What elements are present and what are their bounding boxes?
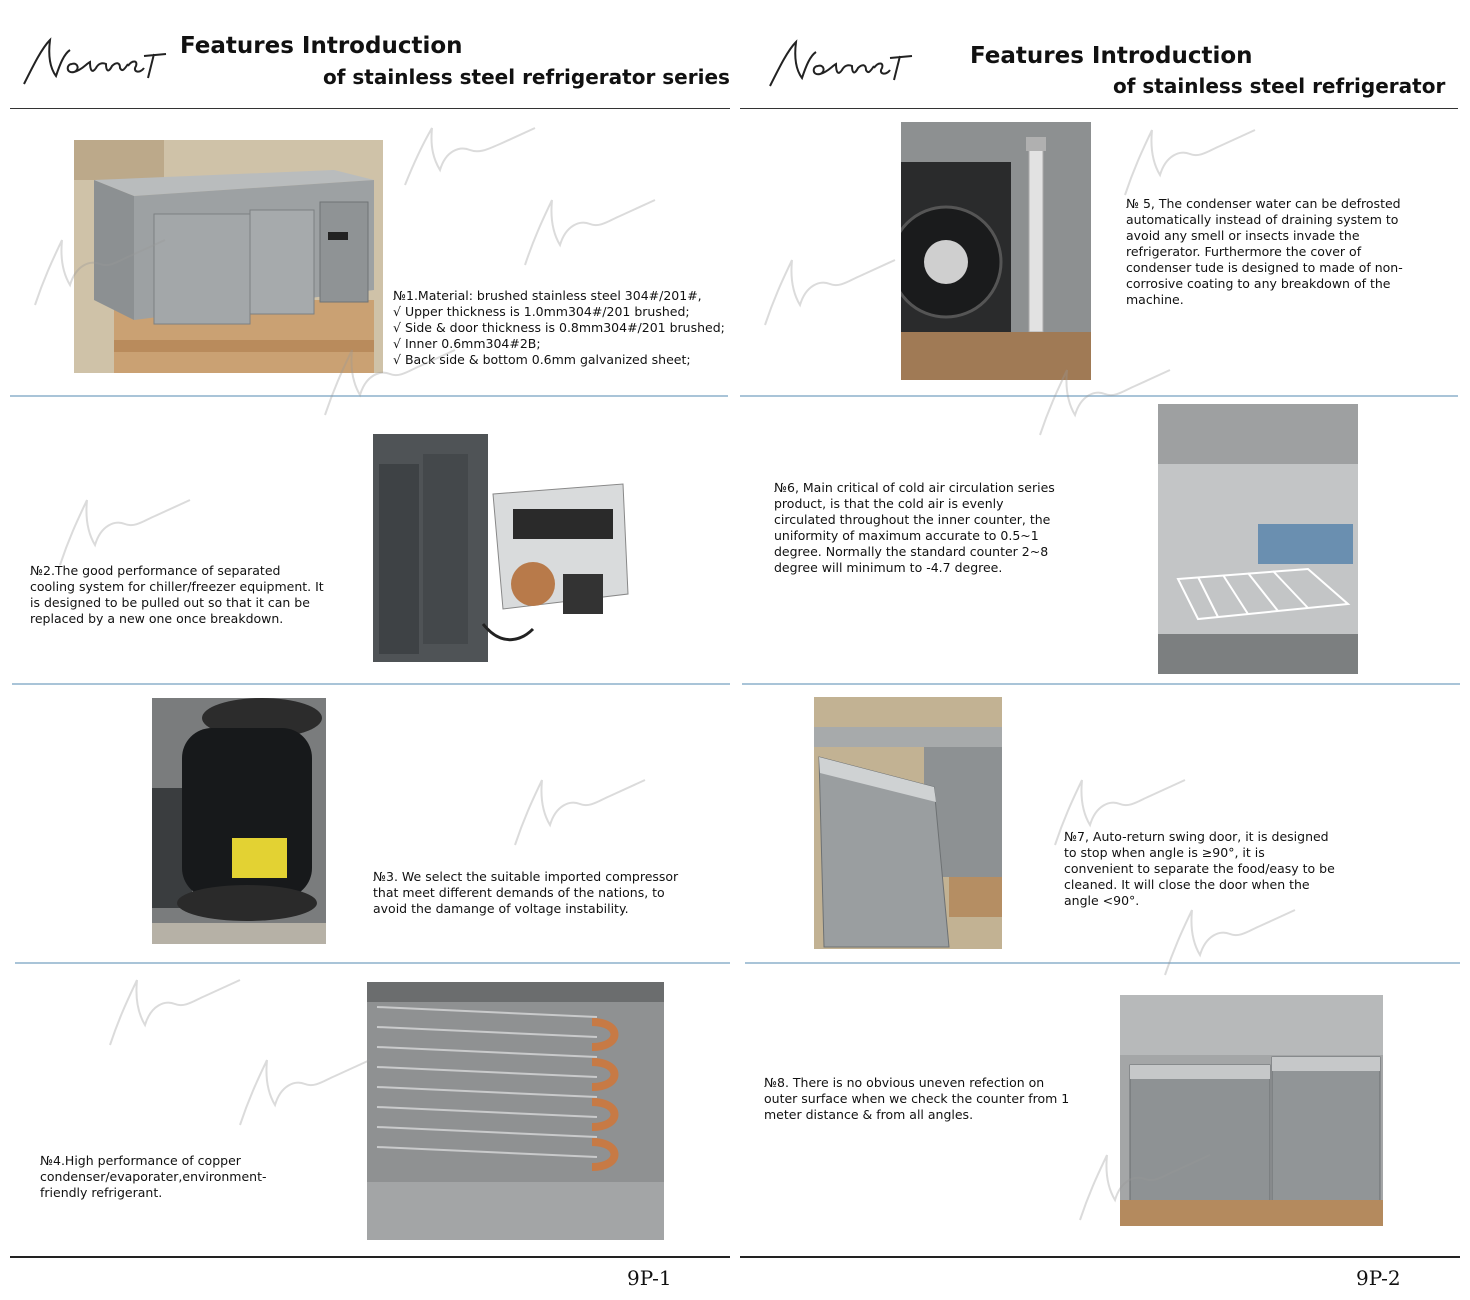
feature-line: √ Back side & bottom 0.6mm galvanized sheet; xyxy=(393,352,691,367)
feature-4-text xyxy=(40,1153,267,1201)
feature-line: automatically instead of draining system to xyxy=(1126,212,1399,227)
page-subtitle: of stainless steel refrigerator xyxy=(1113,74,1446,98)
swing-door-photo xyxy=(814,697,1002,949)
feature-line: product, is that the cold air is evenly xyxy=(774,496,1004,511)
compressor-photo xyxy=(152,698,326,944)
watermark-icon xyxy=(105,970,245,1050)
feature-line: №6, Main critical of cold air circulation series xyxy=(774,480,1055,495)
feature-line: avoid the damange of voltage instability. xyxy=(373,901,629,916)
feature-line: №3. We select the suitable imported compressor xyxy=(373,869,679,884)
feature-line: №2.The good performance of separated xyxy=(30,563,281,578)
watermark-icon xyxy=(55,490,195,570)
page-title: Features Introduction xyxy=(180,33,463,59)
watermark-icon xyxy=(510,770,650,850)
watermark-icon xyxy=(400,120,540,190)
page-number: 9P-1 xyxy=(627,1266,672,1290)
feature-6-text xyxy=(774,480,1055,576)
feature-line: is designed to be pulled out so that it can be xyxy=(30,595,310,610)
section-divider xyxy=(742,683,1460,685)
page-number: 9P-2 xyxy=(1356,1266,1401,1290)
watermark-icon xyxy=(1160,900,1300,980)
feature-line: №7, Auto-return swing door, it is designed xyxy=(1064,829,1329,844)
page-subtitle: of stainless steel refrigerator series xyxy=(323,65,730,89)
feature-line: condenser/evaporater,environment- xyxy=(40,1169,267,1184)
feature-2-text xyxy=(30,563,324,627)
interior-shelf-photo xyxy=(1158,404,1358,674)
header-divider xyxy=(10,108,730,109)
feature-8-text xyxy=(764,1075,1069,1123)
feature-line: circulated throughout the inner counter, the xyxy=(774,512,1051,527)
feature-line: √ Inner 0.6mm304#2B; xyxy=(393,336,541,351)
footer-divider xyxy=(740,1256,1460,1258)
feature-line: refrigerator. Furthermore the cover of xyxy=(1126,244,1362,259)
feature-line: condenser tude is designed to made of non- xyxy=(1126,260,1403,275)
section-divider xyxy=(10,395,728,397)
feature-line: convenient to separate the food/easy to be xyxy=(1064,861,1335,876)
feature-5-text xyxy=(1126,196,1403,308)
feature-line: №8. There is no obvious uneven refection on xyxy=(764,1075,1045,1090)
counter-front-photo xyxy=(1120,995,1383,1226)
watermark-icon xyxy=(760,250,900,330)
brand-logo xyxy=(20,34,170,90)
feature-line: degree will minimum to -4.7 degree. xyxy=(774,560,1003,575)
feature-line: corrosive coating to any breakdown of the xyxy=(1126,276,1391,291)
feature-line: cleaned. It will close the door when the xyxy=(1064,877,1310,892)
section-divider xyxy=(740,395,1458,397)
watermark-icon xyxy=(1120,120,1260,200)
feature-line: uniformity of maximum accurate to 0.5~1 xyxy=(774,528,1039,543)
counter-refrigerator-photo xyxy=(74,140,383,373)
feature-line: √ Upper thickness is 1.0mm304#/201 brushed; xyxy=(393,304,690,319)
feature-line: that meet different demands of the nations, to xyxy=(373,885,665,900)
feature-1-text xyxy=(393,288,725,368)
feature-line: №1.Material: brushed stainless steel 304#/201#, xyxy=(393,288,702,303)
section-divider xyxy=(745,962,1460,964)
feature-line: friendly refrigerant. xyxy=(40,1185,163,1200)
feature-line: cooling system for chiller/freezer equipment. It xyxy=(30,579,324,594)
drain-pipe-photo xyxy=(901,122,1091,380)
feature-line: №4.High performance of copper xyxy=(40,1153,241,1168)
feature-line: to stop when angle is ≥90°, it is xyxy=(1064,845,1265,860)
feature-line: machine. xyxy=(1126,292,1184,307)
feature-line: avoid any smell or insects invade the xyxy=(1126,228,1360,243)
page-title: Features Introduction xyxy=(970,43,1253,69)
watermark-icon xyxy=(235,1050,375,1130)
watermark-icon xyxy=(520,190,660,270)
feature-line: outer surface when we check the counter from 1 xyxy=(764,1091,1070,1106)
cooling-unit-photo xyxy=(373,434,636,662)
section-divider xyxy=(15,962,730,964)
feature-line: angle <90°. xyxy=(1064,893,1140,908)
feature-line: № 5, The condenser water can be defrosted xyxy=(1126,196,1401,211)
condenser-coil-photo xyxy=(367,982,664,1240)
feature-line: degree. Normally the standard counter 2~8 xyxy=(774,544,1049,559)
brand-logo xyxy=(766,36,916,92)
section-divider xyxy=(12,683,730,685)
feature-7-text xyxy=(1064,829,1335,909)
feature-line: replaced by a new one once breakdown. xyxy=(30,611,284,626)
footer-divider xyxy=(10,1256,730,1258)
feature-line: √ Side & door thickness is 0.8mm304#/201 brushed; xyxy=(393,320,725,335)
header-divider xyxy=(740,108,1458,109)
feature-3-text xyxy=(373,869,678,917)
feature-line: meter distance & from all angles. xyxy=(764,1107,974,1122)
